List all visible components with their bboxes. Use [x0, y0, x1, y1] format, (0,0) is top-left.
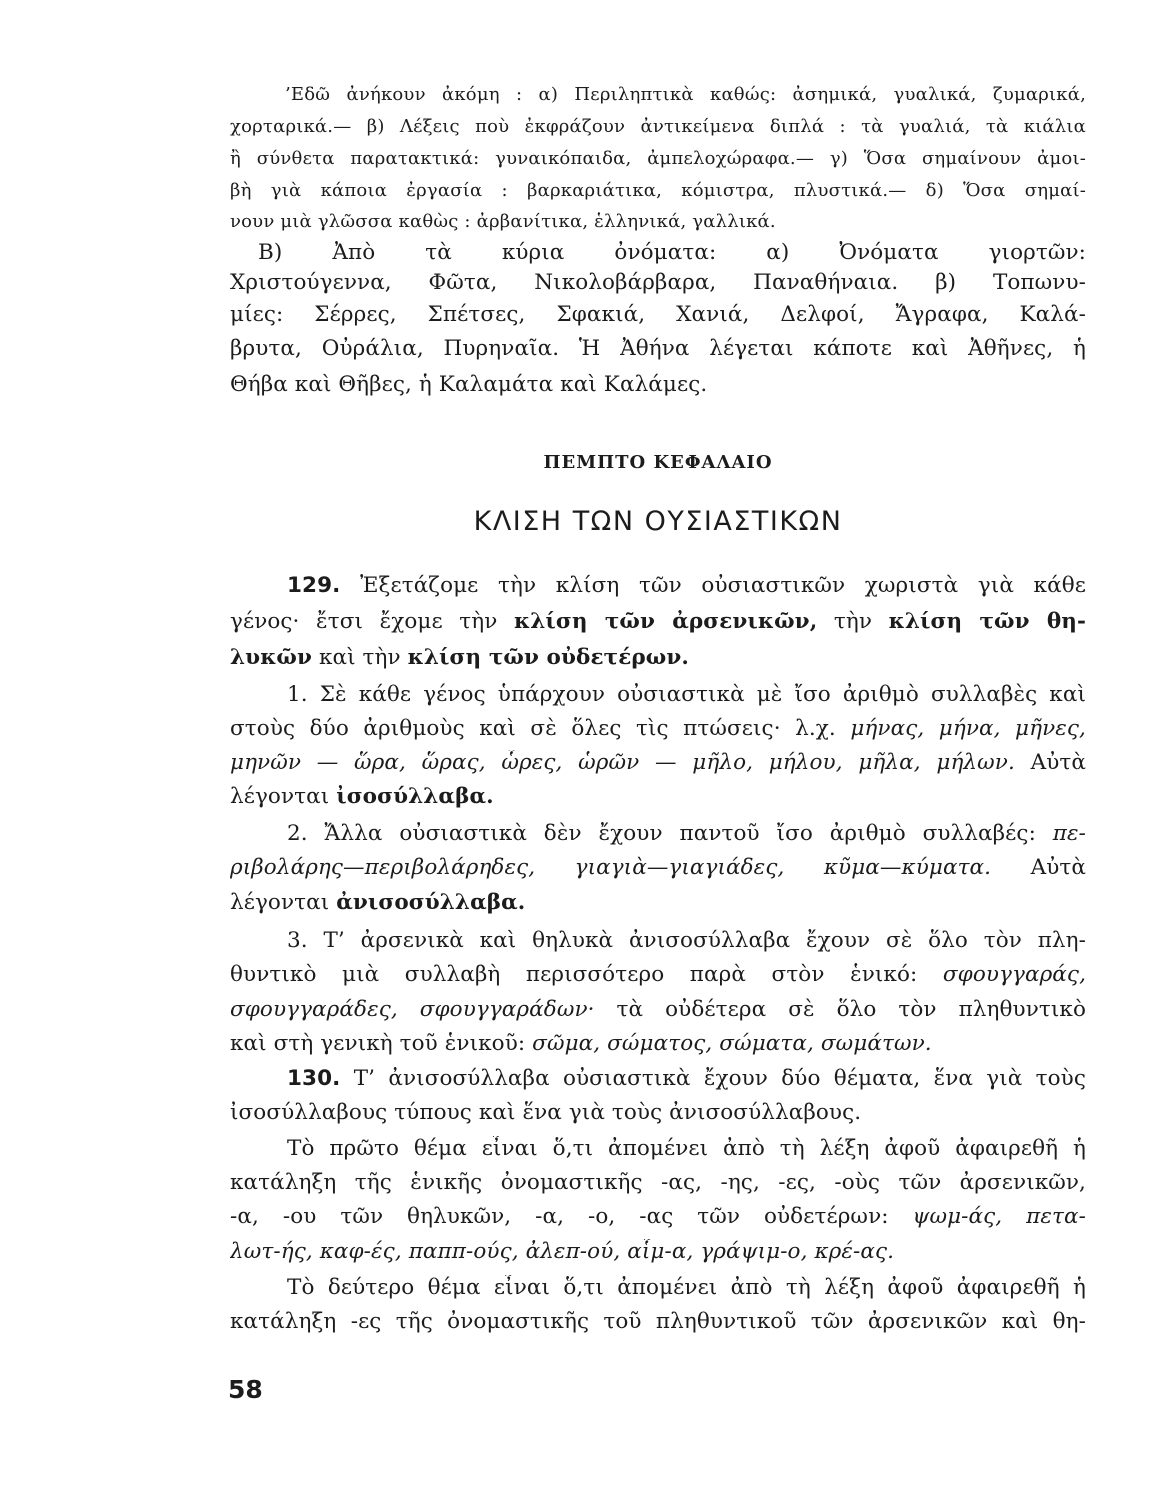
- text-line: [287, 573, 1086, 598]
- text-line: 1. Σὲ κάθε γένος ὑπάρχουν οὐσιαστικὰ μὲ ἴσο ἀριθμὸ συλλαβὲς καὶ: [287, 682, 1086, 707]
- text-line: ἰσοσύλλαβους τύπους καὶ ἕνα γιὰ τοὺς ἀνισοσύλλαβους.: [230, 1100, 862, 1125]
- bold-term: κλίση τῶν οὐδετέρων.: [407, 645, 689, 670]
- bold-term: ἰσοσύλλαβα.: [336, 784, 494, 809]
- text-line: ’Εδῶ ἀνήκουν ἀκόμη : α) Περιληπτικὰ καθώς: ἀσημικά, γυαλικά, ζυμαρικά,: [285, 84, 1086, 105]
- text-line: [230, 962, 1086, 987]
- bold-term: λυκῶν: [230, 645, 312, 670]
- text-span: γένος· ἔτσι ἔχομε τὴν: [230, 609, 498, 634]
- text-line: [230, 1204, 1086, 1229]
- paragraph-number: 129.: [287, 573, 341, 598]
- text-line: [230, 1239, 1086, 1264]
- text-line: [230, 716, 1086, 741]
- text-span: 2. Ἄλλα οὐσιαστικὰ δὲν ἔχουν παντοῦ ἴσο ἀριθμὸ συλλαβές:: [287, 821, 1036, 846]
- bold-term: κλίση τῶν ἀρσενικῶν,: [514, 609, 818, 634]
- text-span: καὶ στὴ γενικὴ τοῦ ἑνικοῦ:: [230, 1031, 526, 1056]
- italic-example: ριβολάρης—περιβολάρηδες, γιαγιὰ—γιαγιάδες, κῦμα—κύματα.: [230, 855, 992, 880]
- text-line: κατάληξη τῆς ἑνικῆς ὀνομαστικῆς -ας, -ης, -ες, -οὺς τῶν ἀρσενικῶν,: [230, 1170, 1086, 1195]
- italic-example: σφουγγαράς,: [942, 962, 1086, 987]
- italic-example: πε-: [1052, 821, 1086, 846]
- text-line: κατάληξη -ες τῆς ὀνομαστικῆς τοῦ πληθυντικοῦ τῶν ἀρσενικῶν καὶ θη-: [230, 1309, 1086, 1334]
- text-line: βρυτα, Οὐράλια, Πυρηναῖα. Ἡ Ἀθήνα λέγεται κάποτε καὶ Ἀθῆνες, ἡ: [230, 336, 1086, 361]
- text-line: [287, 1066, 1086, 1091]
- text-line: [230, 890, 1086, 915]
- text-line: [287, 821, 1086, 846]
- text-line: [230, 1031, 1086, 1056]
- text-span: Αὐτὰ: [1030, 750, 1086, 775]
- paragraph-number: 130.: [287, 1066, 341, 1091]
- page-number: 58: [228, 1375, 263, 1404]
- text-span: τὰ οὐδέτερα σὲ ὅλο τὸν πληθυντικὸ: [616, 997, 1086, 1022]
- text-line: μίες: Σέρρες, Σπέτσες, Σφακιά, Χανιά, Δελφοί, Ἄγραφα, Καλά-: [230, 302, 1086, 327]
- italic-example: λωτ-ής, καφ-ές, παππ-ούς, ἀλεπ-ού, αἷμ-α, γράψιμ-ο, κρέ-ας.: [230, 1239, 895, 1264]
- chapter-title: ΚΛΙΣΗ ΤΩΝ ΟΥΣΙΑΣΤΙΚΩΝ: [473, 506, 843, 537]
- bold-term: ἀνισοσύλλαβα.: [336, 890, 526, 915]
- text-span: Τ’ ἀνισοσύλλαβα οὐσιαστικὰ ἔχουν δύο θέματα, ἕνα γιὰ τοὺς: [353, 1066, 1086, 1091]
- text-span: καὶ τὴν: [318, 645, 401, 670]
- text-span: λέγονται: [230, 784, 330, 809]
- text-span: -α, -ου τῶν θηλυκῶν, -α, -ο, -ας τῶν οὐδετέρων:: [230, 1204, 889, 1229]
- text-line: [230, 997, 1086, 1022]
- text-span: Αὐτὰ: [1030, 855, 1086, 880]
- text-line: Τὸ πρῶτο θέμα εἶναι ὅ,τι ἀπομένει ἀπὸ τὴ λέξη ἀφοῦ ἀφαιρεθῆ ἡ: [287, 1136, 1086, 1161]
- text-span: Ἐξετάζομε τὴν κλίση τῶν οὐσιαστικῶν χωριστὰ γιὰ κάθε: [360, 573, 1086, 598]
- text-line: [230, 645, 1086, 670]
- text-line: βὴ γιὰ κάποια ἐργασία : βαρκαριάτικα, κόμιστρα, πλυστικά.— δ) Ὅσα σημαί-: [230, 180, 1086, 201]
- chapter-heading: ΠΕΜΠΤΟ ΚΕΦΑΛΑΙΟ: [543, 452, 773, 473]
- text-line: νουν μιὰ γλῶσσα καθὼς : ἀρβανίτικα, ἑλληνικά, γαλλικά.: [230, 211, 776, 232]
- italic-example: μηνῶν — ὥρα, ὥρας, ὧρες, ὡρῶν — μῆλο, μήλου, μῆλα, μήλων.: [230, 750, 1015, 775]
- text-line: Θήβα καὶ Θῆβες, ἡ Καλαμάτα καὶ Καλάμες.: [230, 372, 708, 397]
- italic-example: μήνας, μήνα, μῆνες,: [850, 716, 1086, 741]
- bold-term: κλίση τῶν θη-: [888, 609, 1086, 634]
- text-line: Χριστούγεννα, Φῶτα, Νικολοβάρβαρα, Παναθήναια. β) Τοπωνυ-: [230, 270, 1086, 295]
- text-line: [230, 784, 1086, 809]
- text-line: Τὸ δεύτερο θέμα εἶναι ὅ,τι ἀπομένει ἀπὸ τὴ λέξη ἀφοῦ ἀφαιρεθῆ ἡ: [287, 1275, 1086, 1300]
- text-line: [230, 855, 1086, 880]
- text-span: θυντικὸ μιὰ συλλαβὴ περισσότερο παρὰ στὸν ἑνικό:: [230, 962, 918, 987]
- italic-example: σφουγγαράδες, σφουγγαράδων·: [230, 997, 595, 1022]
- text-line: χορταρικά.— β) Λέξεις ποὺ ἐκφράζουν ἀντικείμενα διπλά : τὰ γυαλιά, τὰ κιάλια: [230, 116, 1086, 137]
- italic-example: ψωμ-άς, πετα-: [912, 1204, 1086, 1229]
- text-line: [230, 609, 1086, 634]
- text-span: στοὺς δύο ἀριθμοὺς καὶ σὲ ὅλες τὶς πτώσεις· λ.χ.: [230, 716, 836, 741]
- text-line: [230, 750, 1086, 775]
- text-span: τὴν: [833, 609, 873, 634]
- text-line: 3. Τ’ ἀρσενικὰ καὶ θηλυκὰ ἀνισοσύλλαβα ἔχουν σὲ ὅλο τὸν πλη-: [287, 928, 1086, 953]
- text-line: ἢ σύνθετα παρατακτικά: γυναικόπαιδα, ἀμπελοχώραφα.— γ) Ὅσα σημαίνουν ἀμοι-: [230, 148, 1086, 169]
- italic-example: σῶμα, σώματος, σώματα, σωμάτων.: [532, 1031, 932, 1056]
- text-line: Β) Ἀπὸ τὰ κύρια ὀνόματα: α) Ὀνόματα γιορτῶν:: [258, 240, 1086, 265]
- text-span: λέγονται: [230, 890, 330, 915]
